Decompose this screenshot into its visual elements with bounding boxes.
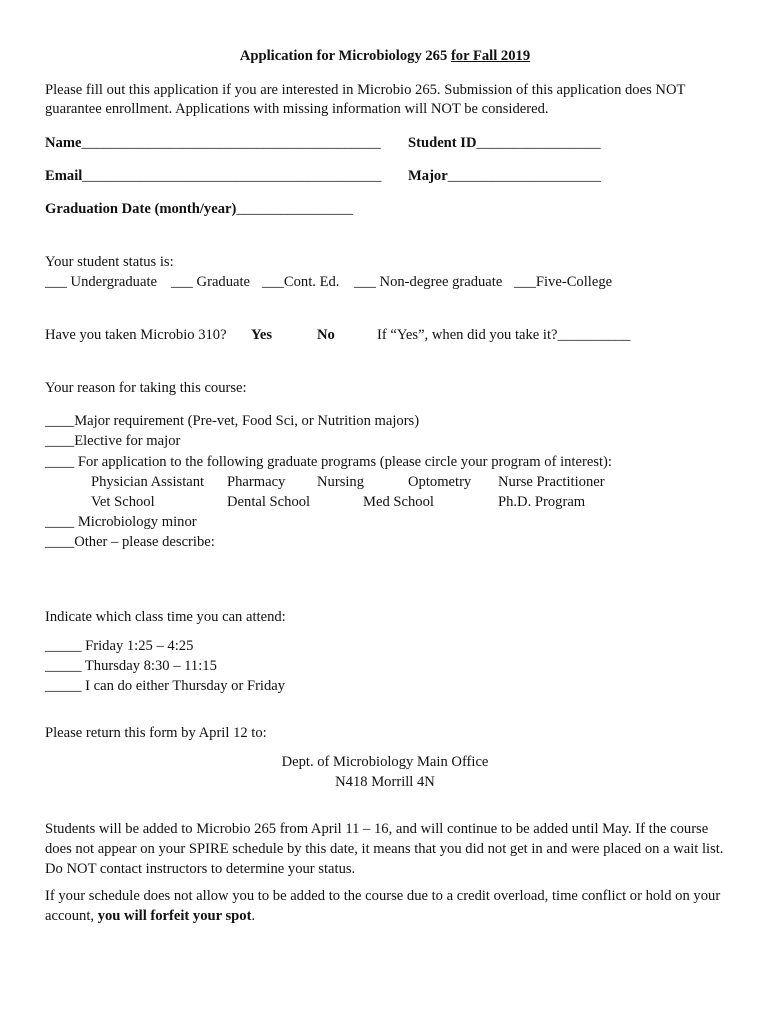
email-field[interactable] (45, 166, 381, 186)
student-id-label: Student ID (408, 135, 477, 151)
class-time-either[interactable]: _____ I can do either Thursday or Friday (45, 678, 286, 694)
status-option-five-college[interactable]: ___Five-College (514, 274, 613, 290)
notes-forfeit-post: . (251, 908, 256, 924)
page-title (0, 46, 770, 66)
reason-prompt: Your reason for taking this course: (45, 380, 247, 396)
status-option-non-degree[interactable]: ___ Non-degree graduate (354, 274, 503, 290)
program-vet-school[interactable]: Vet School (91, 494, 155, 510)
major-label: Major (408, 168, 448, 184)
class-time-friday[interactable]: _____ Friday 1:25 – 4:25 (45, 638, 194, 654)
grad-date-label: Graduation Date (month/year) (45, 201, 237, 217)
reason-minor[interactable]: ____ Microbiology minor (45, 514, 197, 530)
student-id-field[interactable] (408, 133, 601, 153)
notes-added-text: Students will be added to Microbio 265 from April 11 – 16, and will continue to be added until May. If the course does not appear on your SPIRE schedule by this date, it means that you did not get in and were placed on a wait list. Do NOT contact instructors to determine your status. (45, 821, 724, 877)
status-option-undergraduate[interactable]: ___ Undergraduate (45, 274, 157, 290)
notes-forfeit-bold: you will forfeit your spot (97, 908, 252, 924)
microbio310-no[interactable]: No (317, 327, 335, 343)
intro-line-1: Please fill out this application if you are interested in Microbio 265. Submission of this application does NOT (45, 82, 686, 98)
major-blank[interactable]: _____________________ (447, 168, 601, 184)
intro-line-2: guarantee enrollment. Applications with missing information will NOT be considered. (45, 101, 549, 117)
program-nursing[interactable]: Nursing (317, 474, 365, 490)
return-prompt: Please return this form by April 12 to: (45, 725, 267, 741)
program-physician-assistant[interactable]: Physician Assistant (91, 474, 205, 490)
student-id-blank[interactable]: _________________ (476, 135, 601, 151)
reason-elective[interactable]: ____Elective for major (45, 433, 181, 449)
grad-date-field[interactable] (45, 199, 353, 219)
grad-date-blank[interactable]: ________________ (236, 201, 354, 217)
email-blank[interactable]: _________________________________________ (82, 168, 382, 184)
notes-forfeit-pre: If your schedule does not allow you to be added to the course due to a credit overload, time conflict or hold on your account, (45, 888, 721, 924)
program-med-school[interactable]: Med School (363, 494, 434, 510)
microbio310-followup[interactable]: If “Yes”, when did you take it?__________ (377, 327, 631, 343)
reason-major-requirement[interactable]: ____Major requirement (Pre-vet, Food Sci, or Nutrition majors) (45, 413, 420, 429)
class-time-prompt: Indicate which class time you can attend: (45, 609, 286, 625)
name-blank[interactable]: _________________________________________ (81, 135, 381, 151)
class-time-thursday[interactable]: _____ Thursday 8:30 – 11:15 (45, 658, 217, 674)
program-pharmacy[interactable]: Pharmacy (227, 474, 286, 490)
program-dental-school[interactable]: Dental School (227, 494, 311, 510)
status-prompt: Your student status is: (45, 254, 174, 270)
return-room: N418 Morrill 4N (335, 774, 435, 790)
status-option-graduate[interactable]: ___ Graduate (171, 274, 251, 290)
name-label: Name (45, 135, 82, 151)
notes-forfeit (45, 886, 725, 926)
title-term: for Fall 2019 (450, 48, 531, 64)
program-nurse-practitioner[interactable]: Nurse Practitioner (498, 474, 605, 490)
reason-other[interactable]: ____Other – please describe: (45, 534, 215, 550)
title-main: Application for Microbiology 265 (239, 48, 451, 64)
status-option-cont-ed[interactable]: ___Cont. Ed. (262, 274, 340, 290)
microbio310-yes[interactable]: Yes (251, 327, 273, 343)
return-office: Dept. of Microbiology Main Office (281, 754, 489, 770)
program-optometry[interactable]: Optometry (408, 474, 472, 490)
microbio310-question: Have you taken Microbio 310? (45, 327, 227, 343)
email-label: Email (45, 168, 83, 184)
program-phd[interactable]: Ph.D. Program (498, 494, 586, 510)
major-field[interactable] (408, 166, 601, 186)
reason-grad-programs[interactable]: ____ For application to the following graduate programs (please circle your program of interest): (45, 454, 612, 470)
name-field[interactable] (45, 133, 381, 153)
notes-added (45, 819, 725, 879)
